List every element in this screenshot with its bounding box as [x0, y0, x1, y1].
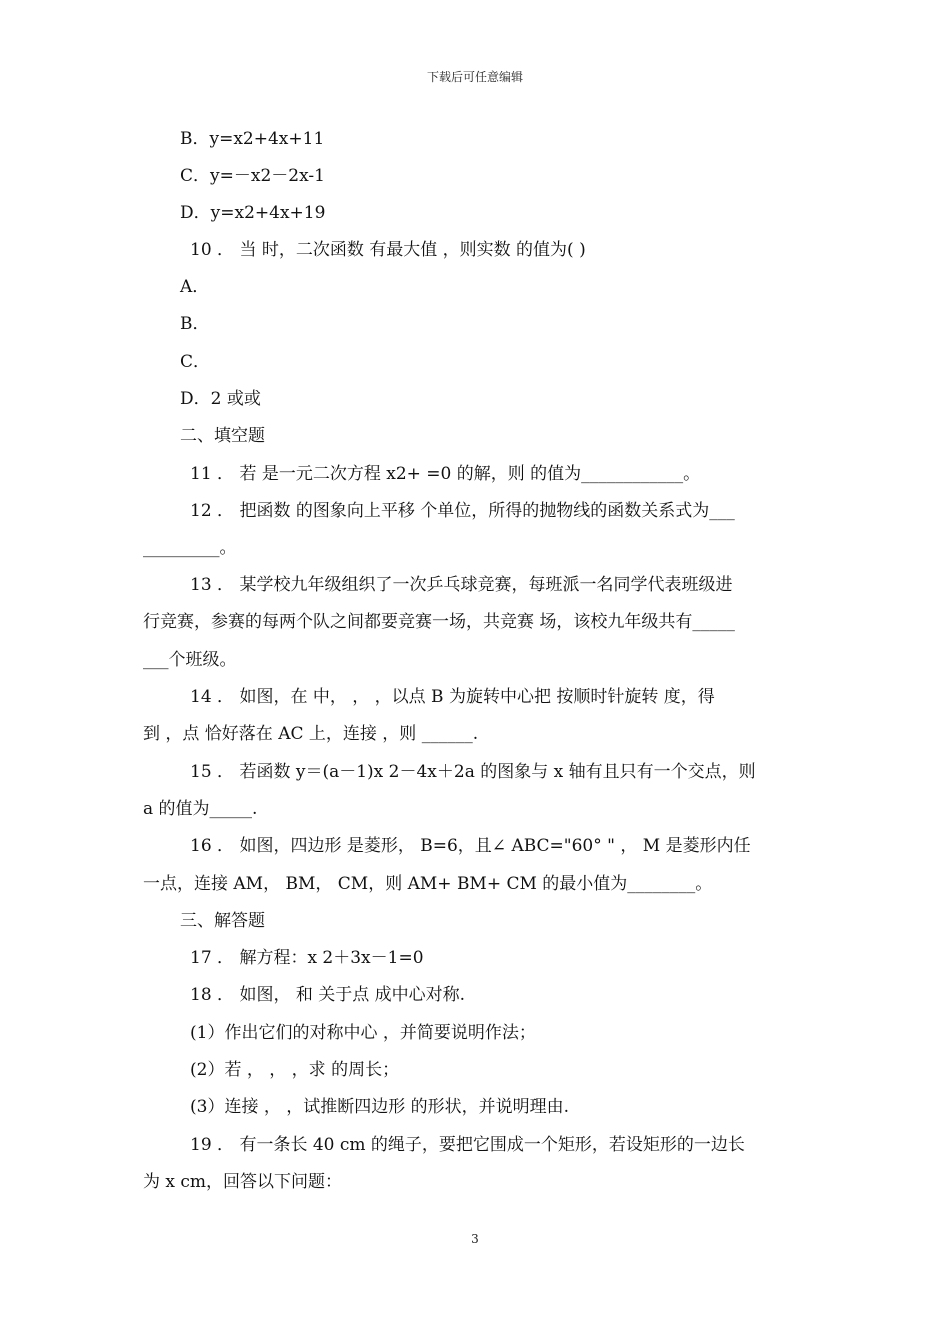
question-18-part1: (1）作出它们的对称中心 ，并简要说明作法； [190, 1023, 536, 1043]
question-15-line1: 15 ． 若函数 y＝(a－1)x 2－4x＋2a 的图象与 x 轴有且只有一个交点，则 [190, 762, 756, 782]
question-18-part3: (3）连接 ， ，试推断四边形 的形状，并说明理由. [190, 1097, 570, 1117]
page-header: 下载后可任意编辑 [426, 70, 523, 84]
option-10c: C． [180, 352, 211, 372]
question-12-line2: _________。 [143, 538, 237, 558]
section-fill-blank: 二、填空题 [180, 426, 265, 446]
option-9d: D．y=x2+4x+19 [180, 203, 326, 223]
question-18-part2: (2）若 ， ， ，求 的周长； [190, 1060, 400, 1080]
question-12-line1: 12 ． 把函数 的图象向上平移 个单位，所得的抛物线的函数关系式为___ [190, 501, 735, 521]
question-18: 18 ． 如图， 和 关于点 成中心对称. [190, 985, 466, 1005]
option-9b: B．y=x2+4x+11 [180, 129, 325, 149]
question-14-line1: 14 ． 如图，在 中， ， ，以点 B 为旋转中心把 按顺时针旋转 度，得 [190, 687, 715, 707]
option-10d: D．2 或或 [180, 389, 261, 409]
question-13-line1: 13 ． 某学校九年级组织了一次乒乓球竞赛，每班派一名同学代表班级进 [190, 575, 733, 595]
question-14-line2: 到 ，点 恰好落在 AC 上，连接 ，则 ______. [143, 724, 479, 744]
question-11: 11 ． 若 是一元二次方程 x2+ =0 的解，则 的值为____________。 [190, 464, 701, 484]
option-10a: A． [180, 277, 210, 297]
question-19-line2: 为 x cm，回答以下问题： [143, 1172, 343, 1192]
question-10: 10 ． 当 时，二次函数 有最大值 ，则实数 的值为( ) [190, 240, 586, 260]
question-19-line1: 19 ． 有一条长 40 cm 的绳子，要把它围成一个矩形，若设矩形的一边长 [190, 1135, 745, 1155]
section-solve: 三、解答题 [180, 911, 265, 931]
option-9c: C．y=－x2－2x-1 [180, 166, 325, 186]
question-16-line2: 一点，连接 AM， BM， CM，则 AM+ BM+ CM 的最小值为________。 [143, 874, 713, 894]
option-10b: B． [180, 314, 210, 334]
question-15-line2: a 的值为_____. [143, 799, 258, 819]
question-16-line1: 16 ． 如图，四边形 是菱形， B=6，且∠ ABC="60° " ， M 是菱形内任 [190, 836, 751, 856]
page-number: 3 [471, 1232, 479, 1246]
question-13-line2: 行竞赛，参赛的每两个队之间都要竞赛一场，共竞赛 场，该校九年级共有_____ [143, 612, 735, 632]
question-13-line3: ___个班级。 [143, 650, 237, 670]
question-17: 17 ． 解方程：x 2＋3x－1=0 [190, 948, 424, 968]
